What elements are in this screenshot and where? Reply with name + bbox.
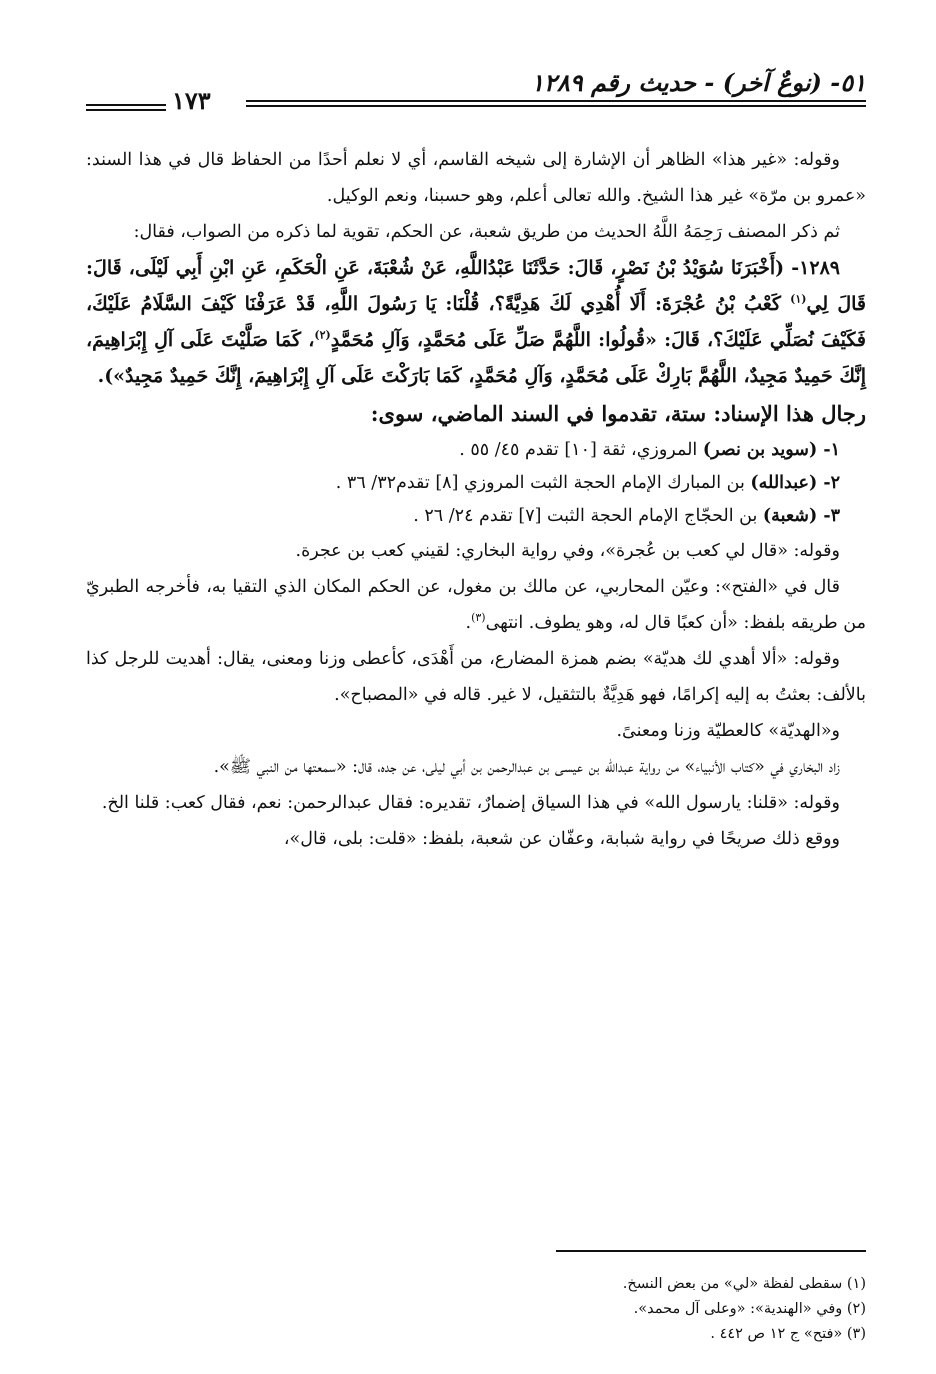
paragraph-4-text: قال في «الفتح»: وعيّن المحاربي، عن مالك بن مغول، عن الحكم المكان الذي التقيا به، فأخرجه الطبريّ من طريقه بلفظ: «أن كعبًا قال له، وهو يطوف. انتهى [86, 577, 866, 633]
narrator-3-name: ٣- (شعبة) [762, 506, 840, 526]
page-number-rule [86, 104, 166, 111]
footnote-1: (١) سقطى لفظة «لي» من بعض النسخ. [622, 1276, 866, 1292]
paragraph-4-end: . [465, 613, 472, 633]
footnote-ref-3: (٣) [471, 611, 486, 625]
page [86, 40, 866, 1342]
hadith-text [86, 250, 866, 394]
footnote-2: (٢) وفي «الهندية»: «وعلى آل محمد». [633, 1301, 866, 1317]
paragraph-commentary-5: وقوله: «ألا أهدي لك هديّة» بضم همزة المضارع، من أَهْدَى، كأعطى وزنا ومعنى، يقال: أهديت للرجل كذا بالألف: بعثتُ به إليه إكرامًا، فهو هَدِيَّةٌ بالتثقيل، لا غير. قاله في «المصباح». [86, 649, 866, 705]
paragraph-commentary-9: ووقع ذلك صريحًا في رواية شبابة، وعفّان عن شعبة، بلفظ: «قلت: بلى، قال»، [283, 829, 840, 849]
narrator-1-name: ١- (سويد بن نصر) [702, 440, 840, 460]
narrator-1 [86, 434, 866, 467]
hadith-part-a: ١٢٨٩- (أَخْبَرَنَا سُوَيْدُ بْنُ نَصْرٍ، قَالَ: حَدَّثَنَا عَبْدُاللَّهِ، عَنْ شُعْبَةَ، عَنِ الْحَكَمِ، عَنِ ابْنِ أَبِي لَيْلَى، قَالَ: قَالَ لِي [86, 257, 866, 315]
footnote-ref-1: (١) [790, 292, 807, 306]
hadith-part-b: كَعْبُ بْنُ عُجْرَةَ: أَلَا أُهْدِي لَكَ هَدِيَّةً؟، قُلْنَا: يَا رَسُولَ اللَّهِ، قَدْ عَرَفْنَا كَيْفَ السَّلَامُ عَلَيْكَ، فَكَيْفَ نُصَلِّي عَلَيْكَ؟، قَالَ: «قُولُوا: اللَّهُمَّ صَلِّ عَلَى مُحَمَّدٍ، وَآلِ مُحَمَّدٍ [86, 293, 866, 351]
narrator-2 [86, 467, 866, 500]
section-heading: رجال هذا الإسناد: ستة، تقدموا في السند الماضي، سوى: [370, 401, 866, 426]
running-title: ٥١- (نوعٌ آخر) - حديث رقم ١٢٨٩ [531, 68, 866, 97]
narrator-3 [86, 500, 866, 533]
narrator-2-name: ٢- (عبدالله) [750, 473, 840, 493]
narrator-1-desc: المروزي، ثقة [١٠] تقدم ٤٥/ ٥٥ . [459, 440, 703, 460]
footnotes [86, 1272, 866, 1347]
footnote-ref-2: (٢) [314, 328, 331, 342]
narrator-2-desc: بن المبارك الإمام الحجة الثبت المروزي [٨] تقدم٣٢/ ٣٦ . [335, 473, 751, 493]
page-header [86, 40, 866, 118]
page-number: ١٧٣ [172, 86, 211, 115]
paragraph-commentary-8: وقوله: «قلنا: يارسول الله» في هذا السياق إضمارٌ، تقديره: فقال عبدالرحمن: نعم، فقال كعب: قلنا الخ. [101, 793, 840, 813]
footnote-divider [556, 1250, 866, 1252]
narrator-3-desc: بن الحجّاج الإمام الحجة الثبت [٧] تقدم ٢٤/ ٢٦ . [413, 506, 763, 526]
paragraph-commentary-2: ثم ذكر المصنف رَحِمَهُ اللَّهُ الحديث من طريق شعبة، عن الحكم، تقوية لما ذكره من الصواب، فقال: [133, 222, 840, 242]
paragraph-commentary-1: وقوله: «غير هذا» الظاهر أن الإشارة إلى شيخه القاسم، أي لا نعلم أحدًا من الحفاظ قال في هذا السند: «عمرو بن مرّة» غير هذا الشيخ. والله تعالى أعلم، وهو حسبنا، ونعم الوكيل. [86, 150, 866, 206]
paragraph-commentary-4 [86, 569, 866, 641]
body-text [86, 142, 866, 857]
paragraph-commentary-7: زاد البخاري في «كتاب الأنبياء» من رواية عبدالله بن عيسى بن عبدالرحمن بن أبي ليلى، عن جده، قال: «سمعتها من النبي ﷺ». [213, 757, 840, 777]
footnote-3: (٣) «فتح» ج ١٢ ص ٤٤٢ . [710, 1326, 866, 1342]
paragraph-commentary-6: و«الهديّة» كالعطيّة وزنا ومعنىً. [616, 721, 840, 741]
header-rule [246, 100, 866, 107]
hadith-part-c: ، كَمَا صَلَّيْتَ عَلَى آلِ إِبْرَاهِيمَ، إِنَّكَ حَمِيدٌ مَجِيدٌ، اللَّهُمَّ بَارِكْ عَلَى مُحَمَّدٍ، وَآلِ مُحَمَّدٍ، كَمَا بَارَكْتَ عَلَى آلِ إِبْرَاهِيمَ، إِنَّكَ حَمِيدٌ مَجِيدٌ»). [86, 329, 866, 387]
paragraph-commentary-3: وقوله: «قال لي كعب بن عُجرة»، وفي رواية البخاري: لقيني كعب بن عجرة. [295, 541, 840, 561]
